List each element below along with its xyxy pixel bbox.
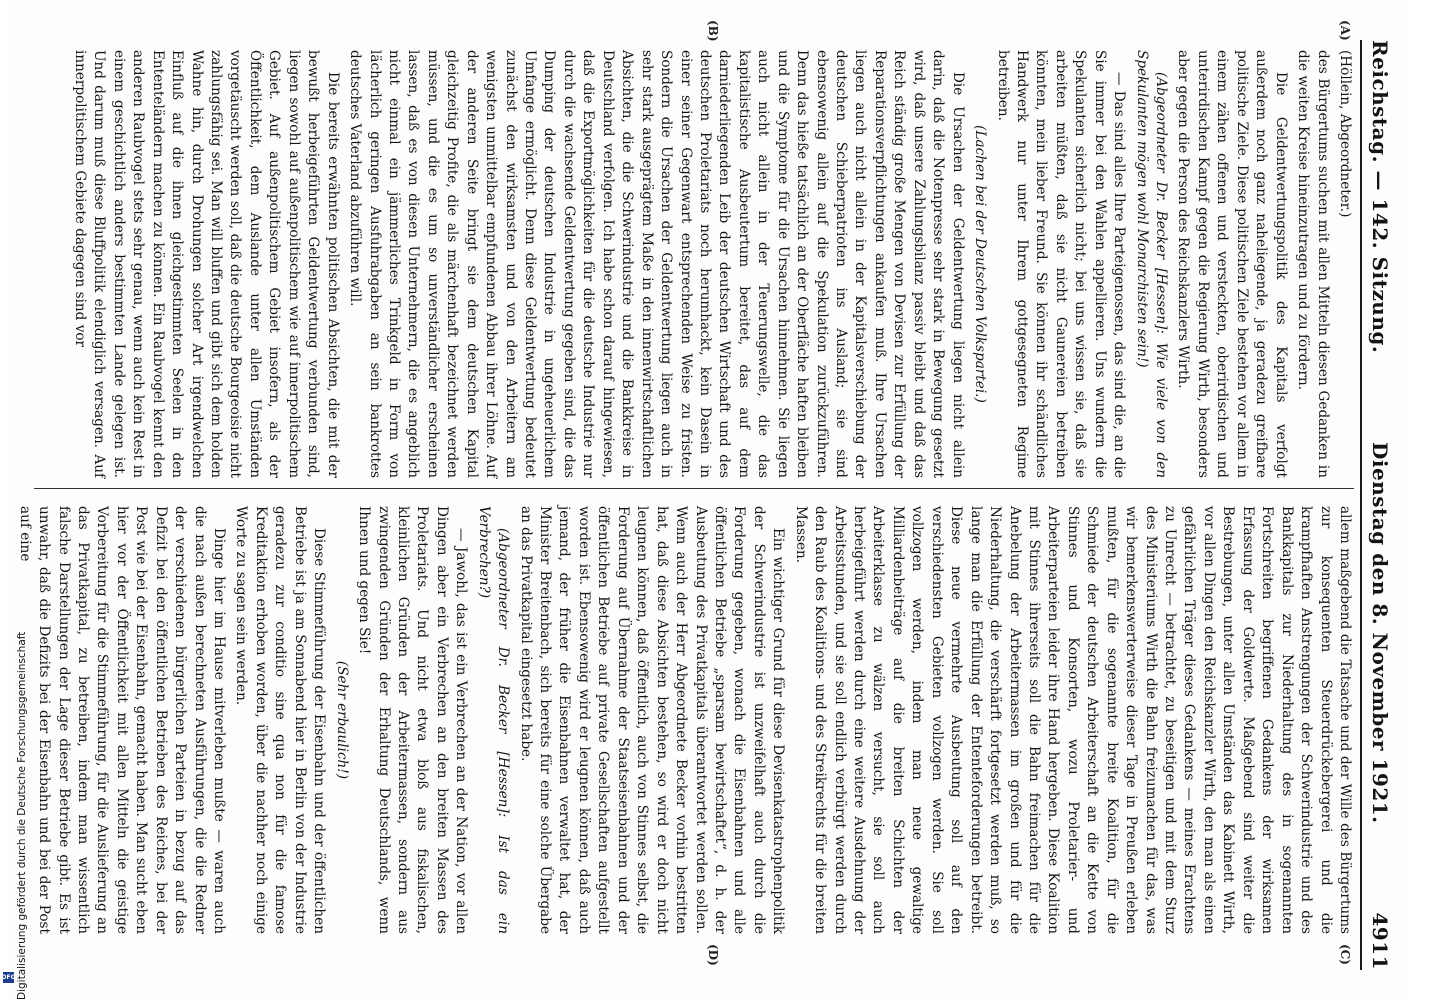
paragraph: — Das sind alles Ihre Parteigenossen, das sind die, an die Sie immer bei den Wahlen appellieren. Uns wundern die Spekulanten sicherlich nicht; bei uns wissen sie, daß sie arbeiten müßten, daß sie nicht Gaunereien betreiben könnten, mein lieber Freund. Sie können ihr schändliches Handwerk nur unter Ihrem gottgesegneten Regime betreiben. [994,50,1128,478]
paragraph: (Sehr erbaulich!) [333,660,350,780]
paragraph: Diese Stimmeführung der Eisenbahn und der öffentlichen Betriebe ist ja am Sonnabend hier in Berlin von der Industrie geradezu zur conditio sine qua non für die famose Kreditaktion erhoben worden, über die nachher noch einige Worte zu sagen sein werden. [233,506,328,934]
paragraph: allem maßgebend die Tatsache und der Wille des Bürgertums zur konsequenten Steuerdrückebergerei und die krampfhaften Anstrengungen der Schwerindustrie und des Bankkapitals zur Niederhaltung des in sogenannten Fortschreiten begriffenen Gedankens der wirksamen Erfassung der Goldwerte. Maßgebend sind weiter die Bestrebungen, unter allen Umständen das Kabinett Wirth, vor allen Dingen den Reichskanzler Wirth, den man als einen gefährlichen Träger dieses Gedankens — meines Erachtens zu Unrecht — betrachtet, zu beseitigen und mit dem Sturz des Ministeriums Wirth die Bahn freizumachen für das, was wir bemerkenswerterweise dieser Tage in Preußen erleben mußten, für die sogenannte breite Koalition, für die Schmiede der deutschen Arbeiterschaft an die Kette von Stinnes und Konsorten, wozu Proletarier- und Arbeiterparteien leider ihre Hand hergeben. Diese Koalition mit Stinnes ihrerseits soll die Bahn freimachen für die Anebelung der Arbeitermassen im großen und für die Niederhaltung, die verschärft fortgesetzt werden muß, so lange man die Erfüllung der Ententeforderungen betreibt. Diese neue vermehrte Ausbeutung soll auf den verschiedensten Gebieten vollzogen werden. Sie soll vollzogen werden, indem man neue gewaltige Milliardenbeiträge auf die breiten Schichten der Arbeiterklasse zu wälzen versucht, sie soll auch herbeigeführt werden durch eine weitere Ausdehnung der Arbeitsstunden, und sie soll endlich verbürgt werden durch den Raub des Koalitions- und des Streikrechts für die breiten Massen. [792,506,1353,934]
paragraph: (Lachen bei der Deutschen Volkspartei.) [972,125,989,403]
margin-marker-d: (D) [706,944,720,966]
margin-marker-b: (B) [706,20,720,42]
paragraph: Die bereits erwähnten politischen Absichten, die mit der bewußt herbeigeführten Geldentwertung verbunden sind, liegen sowohl auf außenpolitischem wie auf innerpolitischem Gebiet. Auf außenpolitischem Gebiet insofern, als der Öffentlichkeit, dem Auslande unter allen Umständen vorgetäuscht werden soll, daß die deutsche Bourgeoisie nicht zahlungsfähig sei. Man will bluffen und gibt sich dem holden Wahne hin, durch Drohungen solcher Art irgendwelchen Einfluß auf die ihnen gleichgestimmten Seelen in den Ententeländern machen zu können. Ein Raubvogel kennt den anderen Raubvogel stets sehr genau, wenn auch kein Rest in einem geschichtlich anders bestimmten Lande gelegen ist. Und darum muß diese Bluffpolitik elendiglich versagen. Auf innerpolitischem Gebiete dagegen sind vor [72,50,341,478]
digitization-credit: Digitalisierung gefördert durch die Deutsche Forschungsgemeinschaft [16,631,28,1000]
column-divider [34,488,1354,489]
header-left: Reichstag. — 142. Sitzung. [1368,40,1392,354]
paragraph: Ein wichtiger Grund für diese Devisenkatastrophenpolitik der Schwerindustrie ist unzweifelhaft auch durch die Forderung gegeben, wonach die Eisenbahnen und alle öffentlichen Betriebe „sparsam bewirtschaftet“, d. h. der Ausbeutung des Privatkapitals überantwortet werden sollen. Wenn auch der Herr Abgeordnete Becker vorhin bestritten hat, daß diese Absichten bestehen, so wird er doch nicht leugnen können, daß öffentlich, auch von Stinnes selbst, die Forderung auf Übernahme der Staatseisenbahnen und der öffentlichen Betriebe auf private Gesellschaften aufgestellt worden ist. Ebensowenig wird er leugnen können, daß auch jemand, der früher die Eisenbahnen verwaltet hat, der Minister Breitenbach, sich bereits für eine solche Übergabe an das Privatkapital eingesetzt habe. [517,506,787,934]
page-number: 4911 [1368,912,1392,970]
page-header [1366,40,1392,970]
paragraph: (Abgeordneter Dr. Becker [Hessen]: Wie viele von den Spekulanten mögen wohl Monarchisten sein!) [1133,50,1170,478]
dfg-logo: DFG [1,974,16,981]
margin-marker-c: (C) [1338,944,1352,965]
paragraph: des Bürgertums suchen mit allen Mitteln diesen Gedanken in die weiten Kreise hineinzutragen und zu fördern. [1295,50,1331,478]
paragraph: Dinge hier im Hause mitverleben mußte — waren auch die nach außen berechneten Ausführungen, die die Redner der verschiedenen bürgerlichen Parteien in bezug auf das Defizit bei den öffentlichen Betrieben des Reiches, bei der Post wie bei der Eisenbahn, gemacht haben. Man sucht eben hier vor der Öffentlichkeit mit allen Mitteln die geistige Vorbereitung für die Stimmeführung, für die Auslieferung an das Privatkapital, zu betreiben, indem man wissentlich falsche Darstellungen der Lage dieser Betriebe gibt. Es ist unwahr, daß die Defizits bei der Eisenbahn und bei der Post auf eine [16,506,228,934]
left-column [24,50,1354,478]
margin-marker-a: (A) [1338,20,1352,41]
paragraph: — Jawohl, das ist ein Verbrechen an der Nation, vor allen Dingen aber ein Verbrechen an den breiten Massen des Proletariats. Und nicht etwa bloß aus fiskalischen, kleinlichen Gründen der Arbeitermassen, sondern aus zwingenden Gründen der Erhaltung Deutschlands, wenn Ihnen und gegen Sie! [356,506,470,934]
newspaper-page [10,0,1410,1000]
paragraph: Die Ursachen der Geldentwertung liegen nicht allein darin, daß die Notenpresse sehr stark in Bewegung gesetzt wird, daß unsere Zahlungsbilanz passiv bleibt und daß das Reich ständig große Mengen von Devisen zur Erfüllung der Reparationsverpflichtungen ankaufen muß. Ihre Ursachen liegen auch nicht allein in der Kapitalsverschiebung der deutschen Schieberpatrioten ins Ausland; sie sind ebensowenig allein auf die Spekulation zurückzuführen. Denn das hieße tatsächlich an der Oberfläche haften bleiben und die Symptome für die Ursachen hinnehmen. Sie liegen auch nicht allein in der Teuerungswelle, die das kapitalistische Ausbeutertum bereitet, das auf dem darniederliegenden Leib der deutschen Wirtschaft und des deutschen Proletariats noch herumhackt, kein Dasein in einer seiner Gegenwart entsprechenden Weise zu fristen. Sondern die Ursachen der Geldentwertung liegen auch in sehr stark ausgeprägtem Maße in den innenwirtschaftlichen Absichten, die die Schwerindustrie und die Bankkreise in Deutschland verfolgen. Ich habe schon darauf hingewiesen, daß die Exportmöglichkeiten für die deutsche Industrie nur durch die wachsende Geldentwertung gegeben sind, die das Dumping der deutschen Industrie in ungeheuerlichem Umfange ermöglicht. Denn diese Geldentwertung bedeutet zunächst den wirksamsten und von den Arbeitern am wenigsten unmittelbar empfundenen Abbau ihrer Löhne. Auf der anderen Seite bringt sie dem deutschen Kapital gleichzeitig Profite, die als märchenhaft bezeichnet werden müssen, und die es um so unverständlicher erscheinen lassen, daß es von diesen Unternehmern, die es angeblich nicht einmal ein jämmerliches Trinkgeld in Form von lächerlich geringen Ausfuhrabgaben an sein bankrottes deutsches Vaterland abzuführen will. [347,50,966,478]
header-rule [1360,40,1362,970]
paragraph: Die Geldentwertungspolitik des Kapitals verfolgt außerdem noch ganz naheliegende, ja geradezu greifbare politische Ziele. Diese politischen Ziele bestehen vor allem in einem zähen offenen und versteckten, oberirdischen und unterirdischen Kampf gegen die Regierung Wirth, besonders aber gegen die Person des Reichskanzlers Wirth. [1175,50,1289,478]
header-date: Dienstag den 8. November 1921. [1368,442,1392,824]
paragraph: (Abgeordneter Dr. Becker [Hessen]: Ist das ein Verbrechen?) [475,506,512,934]
paragraph: (Höllein, Abgeordneter.) [1337,50,1353,218]
